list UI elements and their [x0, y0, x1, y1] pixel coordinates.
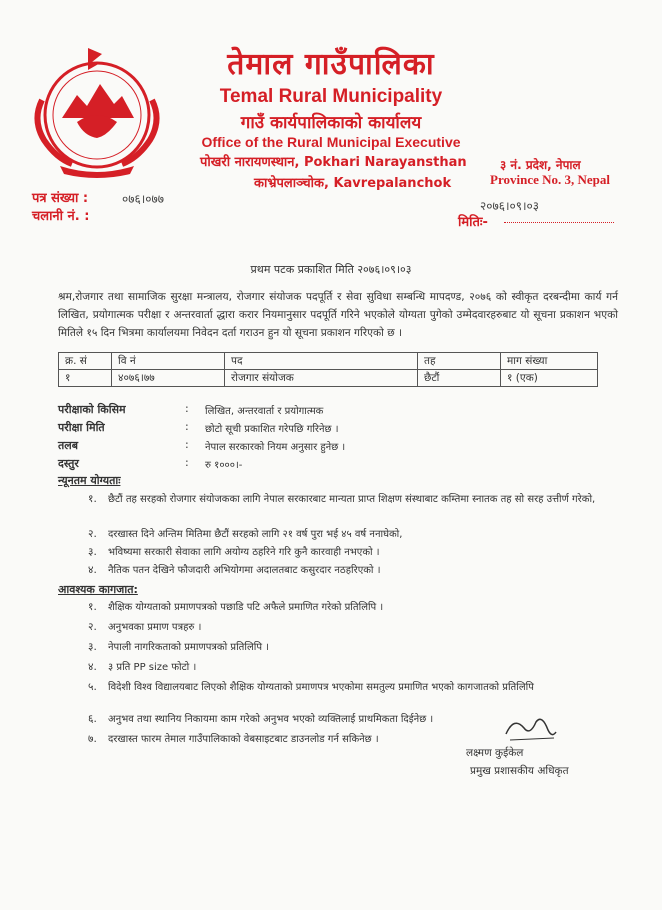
list-item: ३ प्रति PP size फोटो ।	[108, 662, 197, 673]
table-cell: छैटौं	[418, 370, 501, 387]
table-header: वि नं	[112, 353, 225, 370]
colon: :	[185, 420, 189, 433]
list-item-number: ४.	[88, 661, 97, 673]
qualifications-title: न्यूनतम योग्यताः	[58, 474, 121, 487]
table-header: तह	[418, 353, 501, 370]
salary-label: तलब	[58, 439, 79, 452]
list-item: भविष्यमा सरकारी सेवाका लागि अयोग्य ठहरिने गरि कुनै कारवाही नभएको ।	[108, 547, 380, 558]
list-item: छैटौं तह सरहको रोजगार संयोजकका लागि नेपाल सरकारबाट मान्यता प्राप्त शिक्षण संस्थाबाट कम्तिमा स्नातक तह सो सरह उत्तीर्ण गरेको,	[108, 494, 596, 505]
exam-type-value: लिखित, अन्तरवार्ता र प्रयोगात्मक	[205, 406, 324, 417]
patra-sankhya-label: पत्र संख्या :	[32, 191, 89, 206]
office-name-nepali: गाउँ कार्यपालिकाको कार्यालय	[240, 113, 422, 133]
table-header-row	[59, 353, 598, 370]
table-header: माग संख्या	[501, 353, 598, 370]
list-item: अनुभवका प्रमाण पत्रहरु ।	[108, 622, 202, 633]
colon: :	[185, 402, 189, 415]
table-header: पद	[225, 353, 418, 370]
province-nepali: ३ नं. प्रदेश, नेपाल	[500, 158, 581, 172]
documents-title: आवश्यक कागजात:	[58, 583, 138, 596]
municipality-name-nepali: तेमाल गाउँपालिका	[227, 47, 435, 82]
fee-value: रु १०००।-	[205, 460, 243, 471]
signatory-title: प्रमुख प्रशासकीय अधिकृत	[470, 765, 569, 777]
miti-label: मितिः-	[458, 215, 488, 230]
exam-type-label: परीक्षाको किसिम	[58, 403, 126, 416]
list-item-number: १.	[88, 601, 97, 613]
list-item: दरखास्त दिने अन्तिम मितिमा छैटौं सरहको लागि २१ वर्ष पुरा भई ४५ वर्ष ननाघेको,	[108, 529, 403, 540]
list-item-number: १.	[88, 493, 97, 505]
fee-label: दस्तुर	[58, 457, 79, 470]
colon: :	[185, 456, 189, 469]
address-line-2: काभ्रेपलाञ्चोक, Kavrepalanchok	[254, 176, 452, 191]
miti-dotted-line	[504, 222, 614, 223]
list-item: अनुभव तथा स्थानिय निकायमा काम गरेको अनुभव भएको व्यक्तिलाई प्राथमिकता दिईनेछ ।	[108, 714, 434, 725]
chalani-label: चलानी नं. :	[32, 209, 90, 224]
exam-date-label: परीक्षा मिति	[58, 421, 105, 434]
list-item-number: ५.	[88, 681, 97, 693]
notice-paragraph: श्रम,रोजगार तथा सामाजिक सुरक्षा मन्त्रालय, रोजगार संयोजक पदपूर्ति र सेवा सुविधा सम्बन्धि मापदण्ड, २०७६ को स्वीकृत दरबन्दीमा कार्य गर्न लिखित, प्रयोगात्मक परीक्षा र अन्तरवार्ता द्धारा करार नियमानुसार पदपूर्ति गरिने भएकोले योग्यता पुगेको उम्मेदवारहरुबाट यो सूचना प्रकाशन भएको मितिले १५ दिन भित्रमा कार्यालयमा निवेदन दर्ता गराउन हुन यो सूचना प्रकाशन गरिएको छ ।	[58, 291, 618, 339]
list-item: नेपाली नागरिकताको प्रमाणपत्रको प्रतिलिपि ।	[108, 642, 269, 653]
list-item-number: २.	[88, 621, 97, 633]
exam-date-value: छोटो सूची प्रकाशित गरेपछि गरिनेछ ।	[205, 424, 339, 435]
published-date: प्रथम पटक प्रकाशित मिति २०७६।०९।०३	[250, 263, 412, 276]
list-item-number: ६.	[88, 713, 97, 725]
list-item: नैतिक पतन देखिने फौजदारी अभियोगमा अदालतबाट कसुरदार नठहरिएको ।	[108, 565, 381, 576]
list-item: विदेशी विश्व विद्यालयबाट लिएको शैक्षिक योग्यताको प्रमाणपत्र भएकोमा समतुल्य प्रमाणित भएको कागजातको प्रतिलिपि	[108, 682, 534, 693]
table-cell: १ (एक)	[501, 370, 598, 387]
municipality-name-english: Temal Rural Municipality	[219, 86, 443, 107]
address-line-1: पोखरी नारायणस्थान, Pokhari Narayansthan	[200, 155, 467, 170]
list-item: दरखास्त फारम तेमाल गाउँपालिकाको वेबसाइटबाट डाउनलोड गर्न सकिनेछ ।	[108, 734, 379, 745]
list-item-number: ४.	[88, 564, 97, 576]
salary-value: नेपाल सरकारको नियम अनुसार हुनेछ ।	[205, 442, 346, 453]
list-item: शैक्षिक योग्यताको प्रमाणपत्रको पछाडि पटि अफैले प्रमाणित गरेको प्रतिलिपि ।	[108, 602, 384, 613]
letter-date: २०७६।०९।०३	[480, 199, 540, 213]
list-item-number: ३.	[88, 641, 97, 653]
office-name-english: Office of the Rural Municipal Executive	[201, 134, 461, 150]
province-english: Province No. 3, Nepal	[490, 172, 610, 187]
list-item-number: २.	[88, 528, 97, 540]
list-item-number: ७.	[88, 733, 97, 745]
table-cell: ४०७६।७७	[112, 370, 225, 387]
patra-sankhya-value: ०७६।०७७	[122, 192, 164, 206]
table-cell: रोजगार संयोजक	[225, 370, 418, 387]
list-item-number: ३.	[88, 546, 97, 558]
vacancy-table	[58, 352, 598, 387]
table-row	[59, 370, 598, 387]
handwritten-signature	[500, 712, 560, 746]
signatory-name: लक्ष्मण कुईकेल	[466, 747, 524, 759]
colon: :	[185, 438, 189, 451]
table-cell: १	[59, 370, 112, 387]
table-header: क्र. सं	[59, 353, 112, 370]
